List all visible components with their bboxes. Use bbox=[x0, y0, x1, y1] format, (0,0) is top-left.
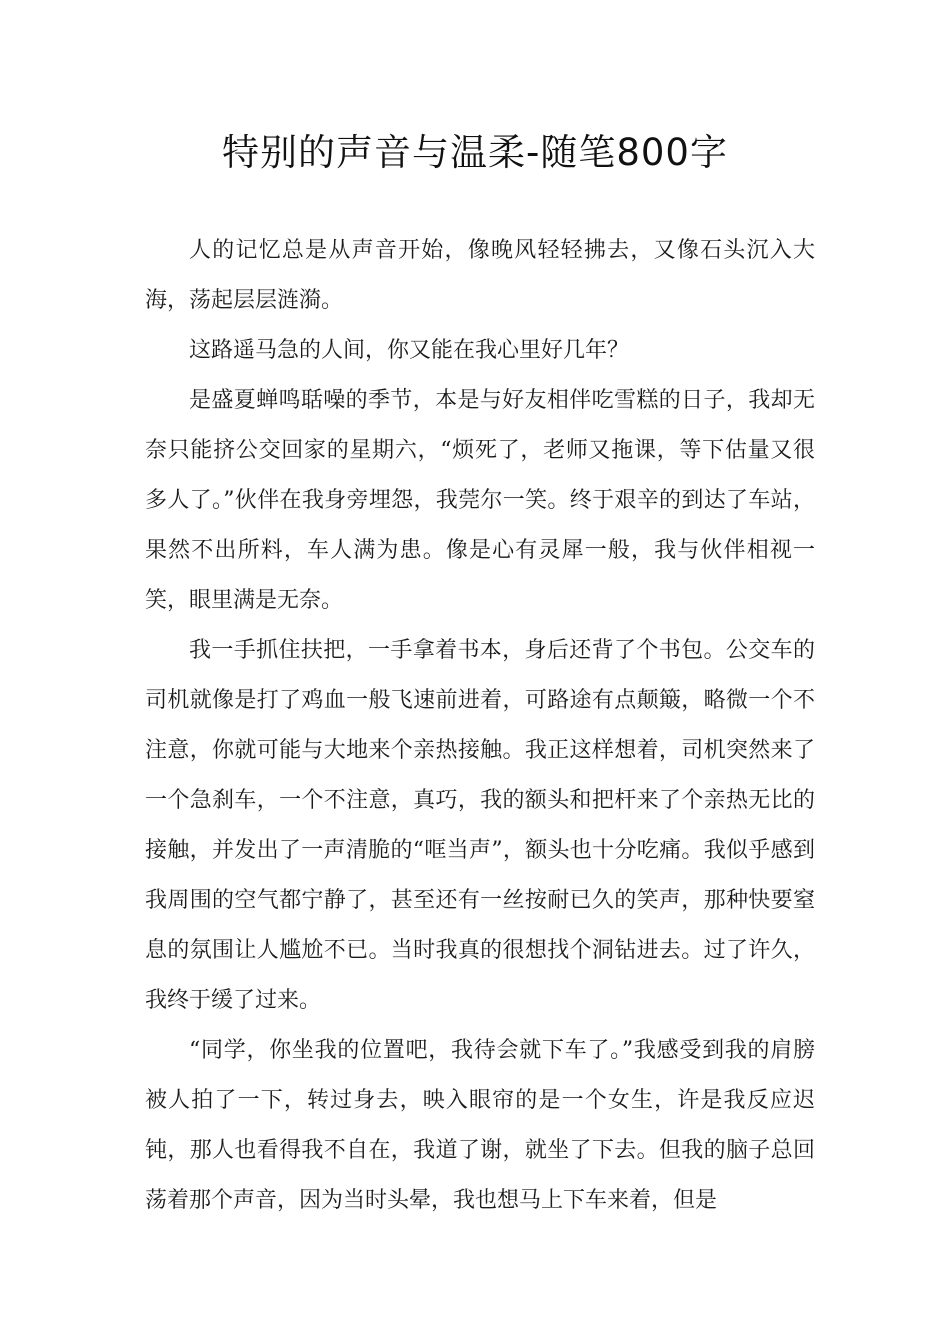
paragraph-4: 我一手抓住扶把，一手拿着书本，身后还背了个书包。公交车的司机就像是打了鸡血一般飞速前进着，可路途有点颠簸，略微一个不注意，你就可能与大地来个亲热接触。我正这样想着，司机突然来了一个急刹车，一个不注意，真巧，我的额头和把杆来了个亲热无比的接触，并发出了一声清脆的“哐当声”，额头也十分吃痛。我似乎感到我周围的空气都宁静了，甚至还有一丝按耐已久的笑声，那种快要窒息的氛围让人尴尬不已。当时我真的很想找个洞钻进去。过了许久，我终于缓了过来。 bbox=[145, 638, 815, 1013]
paragraph-3: 是盛夏蝉鸣聒噪的季节，本是与好友相伴吃雪糕的日子，我却无奈只能挤公交回家的星期六，“烦死了，老师又拖课，等下估量又很多人了。”伙伴在我身旁埋怨，我莞尔一笑。终于艰辛的到达了车站，果然不出所料，车人满为患。像是心有灵犀一般，我与伙伴相视一笑，眼里满是无奈。 bbox=[145, 388, 815, 613]
document-body bbox=[145, 226, 815, 1226]
paragraph-2: 这路遥马急的人间，你又能在我心里好几年？ bbox=[189, 338, 630, 363]
document-title: 特别的声音与温柔-随笔800字 bbox=[222, 131, 728, 174]
paragraph-5: “同学，你坐我的位置吧，我待会就下车了。”我感受到我的肩膀被人拍了一下，转过身去，映入眼帘的是一个女生，许是我反应迟钝，那人也看得我不自在，我道了谢，就坐了下去。但我的脑子总回荡着那个声音，因为当时头晕，我也想马上下车来着，但是 bbox=[145, 1038, 815, 1213]
paragraph-1: 人的记忆总是从声音开始，像晚风轻轻拂去，又像石头沉入大海，荡起层层涟漪。 bbox=[145, 238, 815, 313]
